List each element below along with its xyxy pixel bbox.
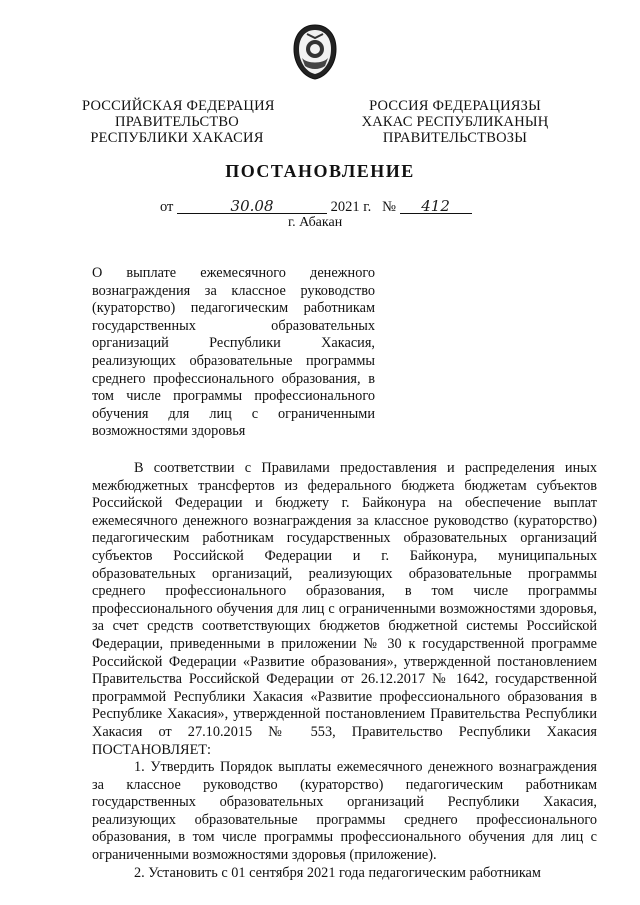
handwritten-number: 412 — [421, 197, 450, 215]
header-khakas-authority — [355, 98, 555, 146]
number-blank — [400, 197, 472, 214]
year-text: 2021 г. — [330, 199, 372, 215]
header-left-line-3: РЕСПУБЛИКИ ХАКАСИЯ — [90, 130, 264, 146]
document-type-title: ПОСТАНОВЛЕНИЕ — [225, 161, 415, 181]
date-prefix: от — [160, 199, 174, 215]
document-subject: О выплате ежемесячного денежного вознаграждения за классное руководство (кураторство) педагогическим работникам государственных образовательных организаций Республики Хакасия, реализующих образовательные программы среднего профессионального образования, в том числе программы профессионального обучения для лиц с ограниченными возможностями здоровья — [92, 265, 375, 440]
date-number-line — [160, 197, 490, 216]
coat-of-arms-emblem — [289, 22, 341, 82]
document-body — [92, 460, 597, 882]
header-right-line-1: РОССИЯ ФЕДЕРАЦИЯЗЫ — [369, 98, 541, 114]
number-sign: № — [382, 199, 396, 215]
item-1-paragraph: 1. Утвердить Порядок выплаты ежемесячного денежного вознаграждения за классное руководство (кураторство) педагогическим работникам государственных образовательных организаций Республики Хакасия, реализующих образовательные программы среднего профессионального образования, в том числе программы профессионального обучения для лиц с ограниченными возможностями здоровья (приложение). — [92, 759, 597, 864]
city-name: г. Абакан — [288, 215, 343, 230]
date-blank — [177, 197, 327, 214]
header-russian-authority — [82, 98, 275, 146]
header-left-line-2: ПРАВИТЕЛЬСТВО — [115, 114, 239, 130]
item-2-paragraph: 2. Установить с 01 сентября 2021 года педагогическим работникам — [134, 864, 541, 881]
handwritten-date: 30.08 — [230, 197, 274, 215]
header-left-line-1: РОССИЙСКАЯ ФЕДЕРАЦИЯ — [82, 98, 275, 114]
preamble-paragraph: В соответствии с Правилами предоставления и распределения иных межбюджетных трансфертов из федерального бюджета бюджетам субъектов Российской Федерации и бюджету г. Байконура на обеспечение выплат ежемесячного денежного вознаграждения за классное руководство (кураторство) педагогическим работникам государственных образовательных организаций субъектов Российской Федерации и г. Байконура, муниципальных образовательных организаций, реализующих образовательные программы среднего профессионального образования, в том числе программы профессионального обучения для лиц с ограниченными возможностями здоровья, за счет средств соответствующих бюджетов бюджетной системы Российской Федерации, приведенными в приложении № 30 к государственной программе Российской Федерации «Развитие образования», утвержденной постановлением Правительства Российской Федерации от 26.12.2017 № 1642, государственной программой Республики Хакасия «Развитие профессионального образования в Республике Хакасия», утвержденной постановлением Правительства Республики Хакасия от 27.10.2015 № 553, Правительство Республики Хакасия ПОСТАНОВЛЯЕТ: — [92, 460, 597, 758]
header-right-line-2: ХАКАС РЕСПУБЛИКАНЫҢ — [361, 114, 549, 130]
header-right-line-3: ПРАВИТЕЛЬСТВОЗЫ — [382, 130, 528, 146]
